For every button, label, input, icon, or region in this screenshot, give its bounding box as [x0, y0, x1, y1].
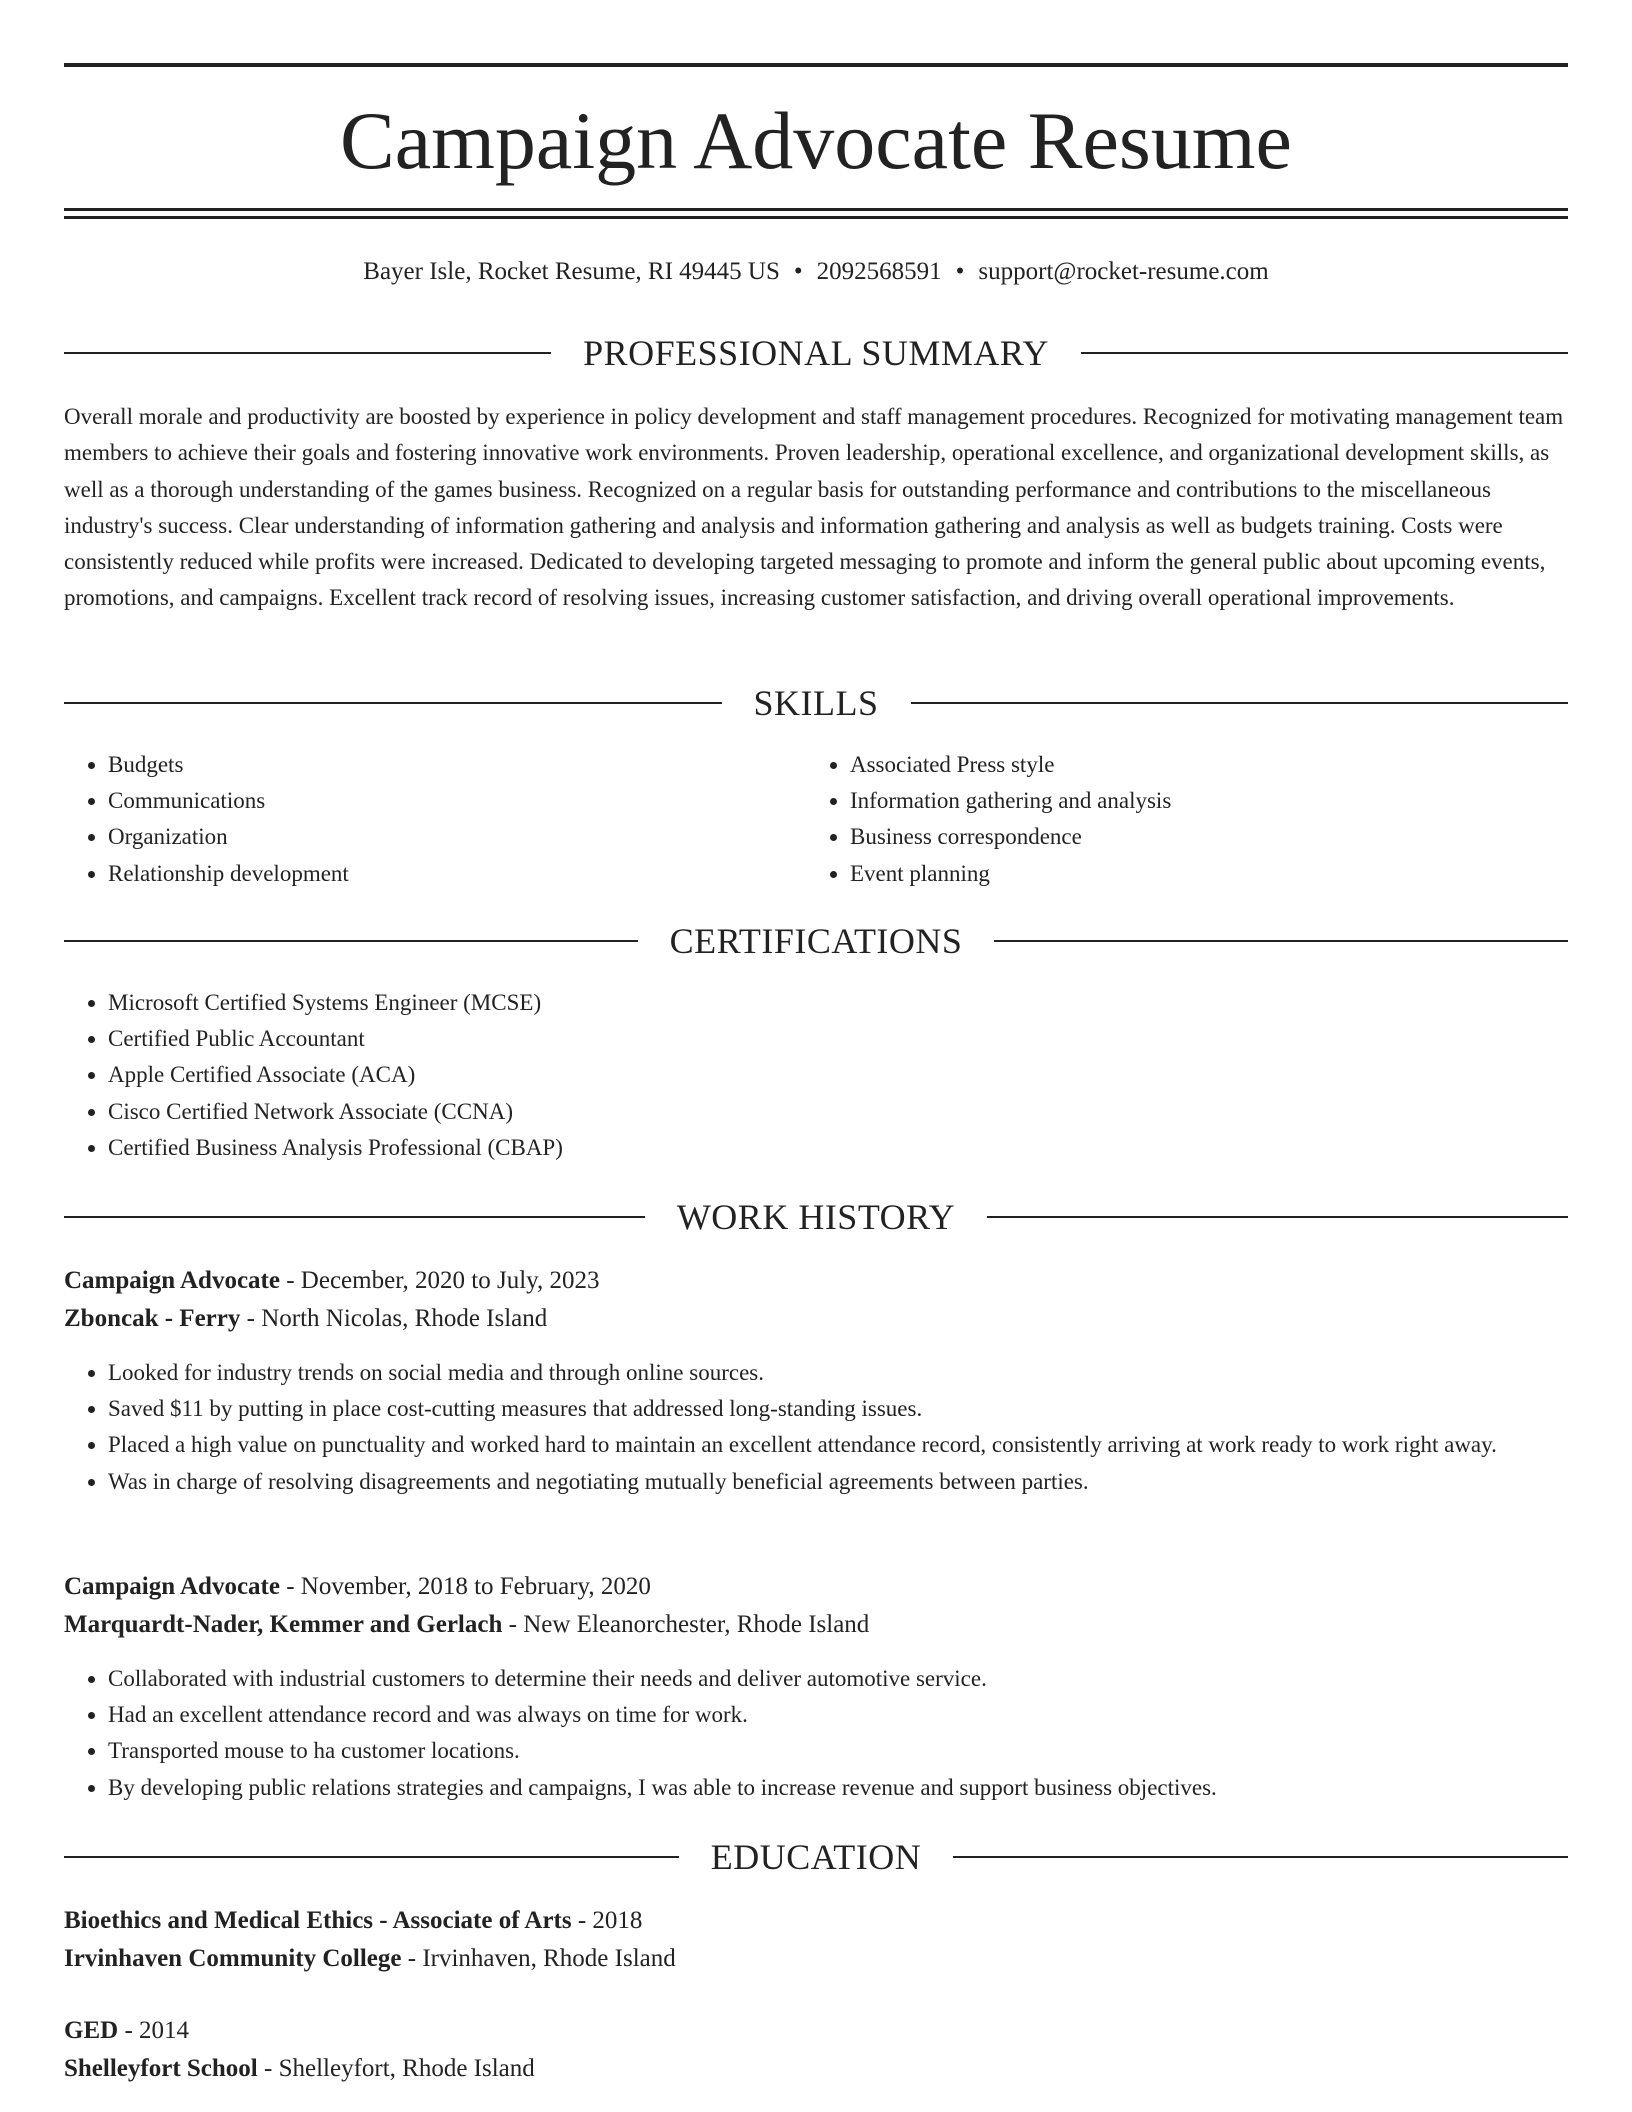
education-degree-line [64, 1903, 642, 1939]
divider-line [64, 940, 638, 942]
contact-address: Bayer Isle, Rocket Resume, RI 49445 US [363, 258, 780, 285]
job-title-line [64, 1263, 600, 1299]
divider-line [953, 1856, 1568, 1858]
section-title: PROFESSIONAL SUMMARY [583, 333, 1049, 373]
section-title: EDUCATION [710, 1837, 922, 1877]
job-bullet: • Had an excellent attendance record and was always on time for work. [108, 1697, 1612, 1733]
skills-list-left [64, 747, 808, 892]
section-title: WORK HISTORY [676, 1197, 956, 1237]
job-title: Campaign Advocate [64, 1267, 280, 1294]
education-degree: GED [64, 2017, 119, 2044]
education-school-line [64, 2051, 535, 2087]
section-heading-skills [64, 681, 1568, 725]
divider-line [64, 1216, 645, 1218]
skill-item: • Associated Press style [850, 747, 1550, 783]
skills-list-right [806, 747, 1550, 892]
job-company-line [64, 1301, 547, 1337]
education-degree-line [64, 2013, 189, 2049]
skill-item: • Budgets [108, 747, 808, 783]
divider-line [64, 702, 722, 704]
top-rule [64, 63, 1568, 67]
job-bullet: • Transported mouse to ha customer locations. [108, 1733, 1612, 1769]
education-year: - 2014 [118, 2017, 190, 2044]
divider-line [64, 352, 551, 354]
job-bullet: • Looked for industry trends on social media and through online sources. [108, 1355, 1612, 1391]
certification-item: • Apple Certified Associate (ACA) [108, 1057, 1568, 1093]
certification-item: • Certified Public Accountant [108, 1021, 1568, 1057]
divider-line [994, 940, 1568, 942]
job-location: - New Eleanorchester, Rhode Island [502, 1611, 870, 1638]
divider-line [987, 1216, 1568, 1218]
page-title: Campaign Advocate Resume [340, 95, 1292, 186]
job-dates: - December, 2020 to July, 2023 [279, 1267, 600, 1294]
job-bullets [64, 1355, 1612, 1500]
skill-item: • Business correspondence [850, 819, 1550, 855]
education-year: - 2018 [571, 1907, 643, 1934]
job-bullet: • Saved $11 by putting in place cost-cutting measures that addressed long-standing issues. [108, 1391, 1612, 1427]
section-title: CERTIFICATIONS [669, 921, 963, 961]
contact-line [64, 255, 1568, 289]
job-dates: - November, 2018 to February, 2020 [279, 1573, 651, 1600]
divider-line [64, 1856, 679, 1858]
job-location: - North Nicolas, Rhode Island [240, 1305, 548, 1332]
contact-separator: • [793, 258, 803, 285]
job-bullet: • Collaborated with industrial customers to determine their needs and deliver automotive service. [108, 1661, 1612, 1697]
education-school: Irvinhaven Community College [64, 1945, 402, 1972]
job-bullets [64, 1661, 1612, 1806]
contact-phone: 2092568591 [816, 258, 942, 285]
title-rule-lower [64, 216, 1568, 219]
job-bullet: • Was in charge of resolving disagreements and negotiating mutually beneficial agreements between parties. [108, 1464, 1612, 1500]
skill-item: • Communications [108, 783, 808, 819]
education-degree: Bioethics and Medical Ethics - Associate of Arts [64, 1907, 572, 1934]
divider-line [1081, 352, 1568, 354]
job-company-line [64, 1607, 869, 1643]
job-company: Marquardt-Nader, Kemmer and Gerlach [64, 1611, 503, 1638]
job-title: Campaign Advocate [64, 1573, 280, 1600]
certifications-list [64, 985, 1568, 1166]
section-heading-work-history [64, 1195, 1568, 1239]
skill-item: • Information gathering and analysis [850, 783, 1550, 819]
job-bullet: • Placed a high value on punctuality and worked hard to maintain an excellent attendance record, consistently arriving at work ready to work right away. [108, 1427, 1612, 1463]
certification-item: • Microsoft Certified Systems Engineer (MCSE) [108, 985, 1568, 1021]
job-company: Zboncak - Ferry [64, 1305, 241, 1332]
contact-separator: • [955, 258, 965, 285]
job-title-line [64, 1569, 651, 1605]
skill-item: • Organization [108, 819, 808, 855]
section-heading-summary [64, 331, 1568, 375]
skill-item: • Event planning [850, 856, 1550, 892]
summary-text: Overall morale and productivity are boosted by experience in policy development and staff management procedures. Recognized for motivating management team members to achieve their goals and fostering innovative work environments. Proven leadership, operational excellence, and organizational development skills, as well as a thorough understanding of the games business. Recognized on a regular basis for outstanding performance and contributions to the miscellaneous industry's success. Clear understanding of information gathering and analysis and information gathering and analysis as well as budgets training. Costs were consistently reduced while profits were increased. Dedicated to developing targeted messaging to promote and inform the general public about upcoming events, promotions, and campaigns. Excellent track record of resolving issues, increasing customer satisfaction, and driving overall operational improvements. [64, 404, 1564, 611]
section-heading-education [64, 1835, 1568, 1879]
section-heading-certifications [64, 919, 1568, 963]
education-school-line [64, 1941, 676, 1977]
title-rule-upper [64, 208, 1568, 211]
education-school: Shelleyfort School [64, 2055, 258, 2082]
education-location: - Shelleyfort, Rhode Island [257, 2055, 535, 2082]
skill-item: • Relationship development [108, 856, 808, 892]
certification-item: • Certified Business Analysis Professional (CBAP) [108, 1130, 1568, 1166]
section-title: SKILLS [753, 683, 879, 723]
certification-item: • Cisco Certified Network Associate (CCNA) [108, 1094, 1568, 1130]
job-bullet: • By developing public relations strategies and campaigns, I was able to increase revenue and support business objectives. [108, 1770, 1612, 1806]
education-location: - Irvinhaven, Rhode Island [401, 1945, 676, 1972]
divider-line [911, 702, 1569, 704]
contact-email: support@rocket-resume.com [978, 258, 1269, 285]
